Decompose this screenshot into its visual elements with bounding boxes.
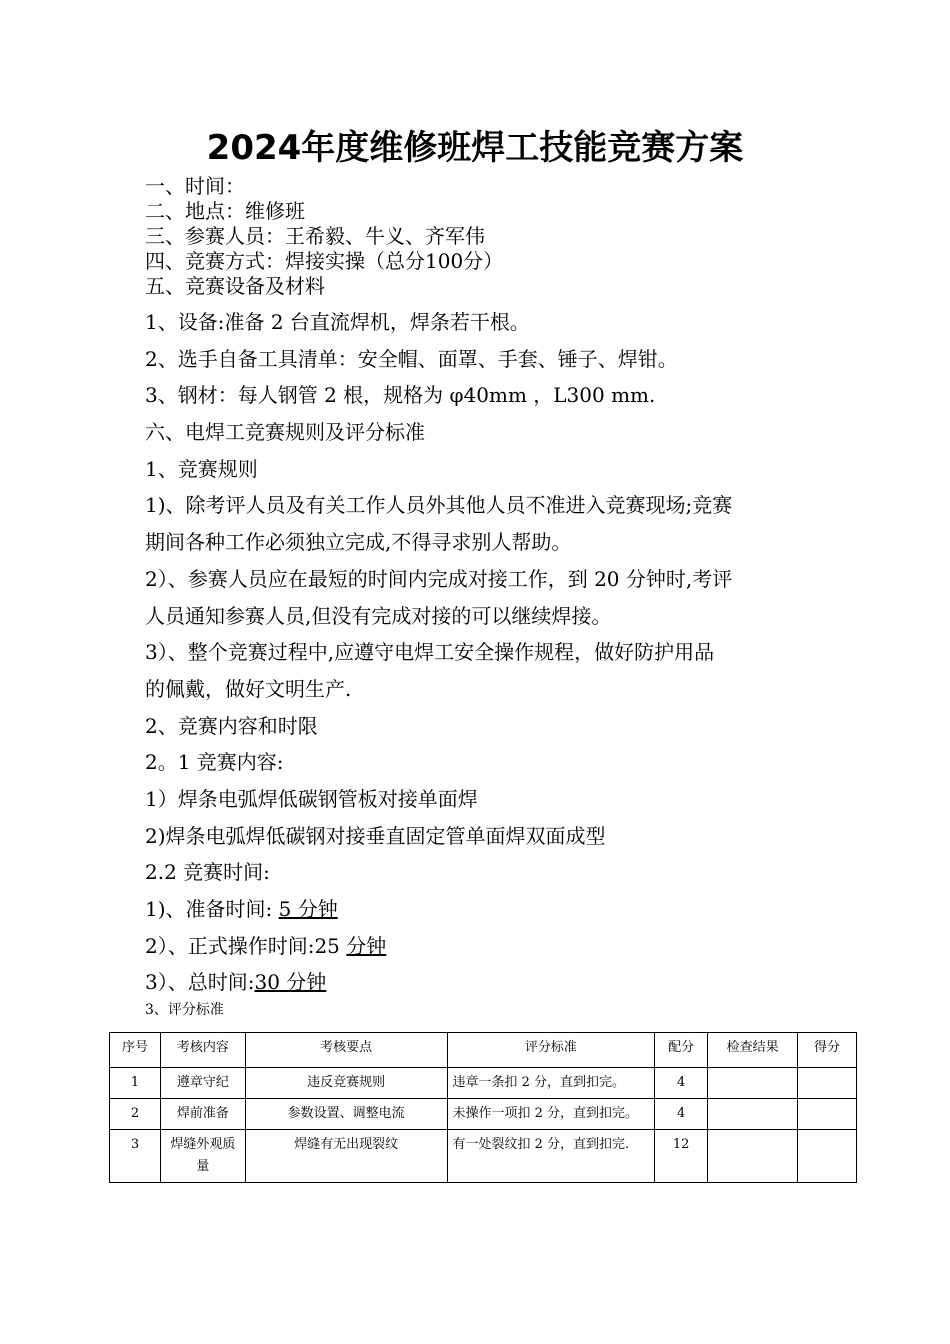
cell-score [798, 1068, 857, 1099]
body-line: 2)焊条电弧焊低碳钢对接垂直固定管单面焊双面成型 [145, 823, 606, 848]
cell-content: 焊前准备 [160, 1099, 245, 1130]
cell-points: 参数设置、调整电流 [245, 1099, 447, 1130]
scoring-heading: 3、评分标准 [145, 1002, 224, 1018]
header-item-equipment: 五、竞赛设备及材料 [145, 274, 325, 298]
body-line: 1)、除考评人员及有关工作人员外其他人员不准进入竞赛现场;竞赛 [145, 493, 733, 518]
header-item-participants: 三、参赛人员：王希毅、牛义、齐军伟 [145, 224, 485, 248]
cell-index: 1 [110, 1068, 161, 1099]
col-header-index: 序号 [110, 1033, 161, 1068]
cell-criteria: 有一处裂纹扣 2 分，直到扣完. [447, 1130, 655, 1183]
col-header-content: 考核内容 [160, 1033, 245, 1068]
total-time-value: 30 分钟 [254, 970, 327, 995]
cell-check-result [708, 1068, 798, 1099]
document-body [145, 304, 825, 1001]
total-time-line [145, 964, 825, 1001]
operation-time-line [145, 928, 825, 965]
header-items [145, 174, 503, 299]
operation-time-label: 2）、正式操作时间:25 [145, 933, 347, 958]
header-item-location: 二、地点：维修班 [145, 199, 305, 223]
col-header-allocation: 配分 [655, 1033, 708, 1068]
cell-content: 焊缝外观质量 [160, 1130, 245, 1183]
prep-time-value: 5 分钟 [278, 897, 338, 921]
cell-criteria: 未操作一项扣 2 分，直到扣完。 [447, 1099, 655, 1130]
cell-score [798, 1130, 857, 1183]
body-line: 期间各种工作必须独立完成,不得寻求别人帮助。 [145, 530, 572, 555]
cell-content: 遵章守纪 [160, 1068, 245, 1099]
body-line: 2、选手自备工具清单：安全帽、面罩、手套、锤子、焊钳。 [145, 346, 678, 371]
table-row [110, 1130, 857, 1183]
body-line: 2）、参赛人员应在最短的时间内完成对接工作，到 20 分钟时,考评 [145, 566, 733, 591]
body-line: 人员通知参赛人员,但没有完成对接的可以继续焊接。 [145, 603, 612, 628]
cell-criteria: 违章一条扣 2 分，直到扣完。 [447, 1068, 655, 1099]
col-header-criteria: 评分标准 [447, 1033, 655, 1068]
table-row [110, 1068, 857, 1099]
table-header-row [110, 1033, 857, 1068]
table-row [110, 1099, 857, 1130]
body-line: 2。1 竞赛内容: [145, 750, 284, 775]
cell-check-result [708, 1130, 798, 1183]
cell-index: 2 [110, 1099, 161, 1130]
total-time-label: 3）、总时间: [145, 970, 255, 995]
prep-time-line [145, 891, 825, 928]
subsection-heading: 1、竞赛规则 [145, 456, 258, 481]
cell-allocation: 12 [655, 1130, 708, 1183]
body-line: 1、设备:准备 2 台直流焊机，焊条若干根。 [145, 310, 530, 334]
body-line: 的佩戴，做好文明生产. [145, 676, 352, 701]
col-header-check-result: 检查结果 [708, 1033, 798, 1068]
body-line: 3）、整个竞赛过程中,应遵守电焊工安全操作规程，做好防护用品 [145, 640, 715, 665]
cell-score [798, 1099, 857, 1130]
body-line: 2.2 竞赛时间: [145, 860, 270, 885]
section-heading: 六、电焊工竞赛规则及评分标准 [145, 420, 425, 445]
header-item-time: 一、时间： [145, 174, 245, 198]
scoring-table [109, 1032, 857, 1183]
cell-allocation: 4 [655, 1068, 708, 1099]
operation-time-value: 分钟 [346, 933, 387, 958]
col-header-points: 考核要点 [245, 1033, 447, 1068]
prep-time-label: 1)、准备时间: [145, 897, 279, 921]
cell-check-result [708, 1099, 798, 1130]
body-line: 3、钢材：每人钢管 2 根，规格为 φ40mm ，L300 mm. [145, 383, 656, 408]
document-title: 2024年度维修班焊工技能竞赛方案 [206, 128, 744, 168]
cell-points: 焊缝有无出现裂纹 [245, 1130, 447, 1183]
cell-points: 违反竞赛规则 [245, 1068, 447, 1099]
subsection-heading: 2、竞赛内容和时限 [145, 713, 318, 738]
col-header-score: 得分 [798, 1033, 857, 1068]
cell-allocation: 4 [655, 1099, 708, 1130]
body-line: 1）焊条电弧焊低碳钢管板对接单面焊 [145, 786, 478, 811]
cell-index: 3 [110, 1130, 161, 1183]
header-item-method: 四、竞赛方式：焊接实操（总分100分） [145, 249, 504, 273]
